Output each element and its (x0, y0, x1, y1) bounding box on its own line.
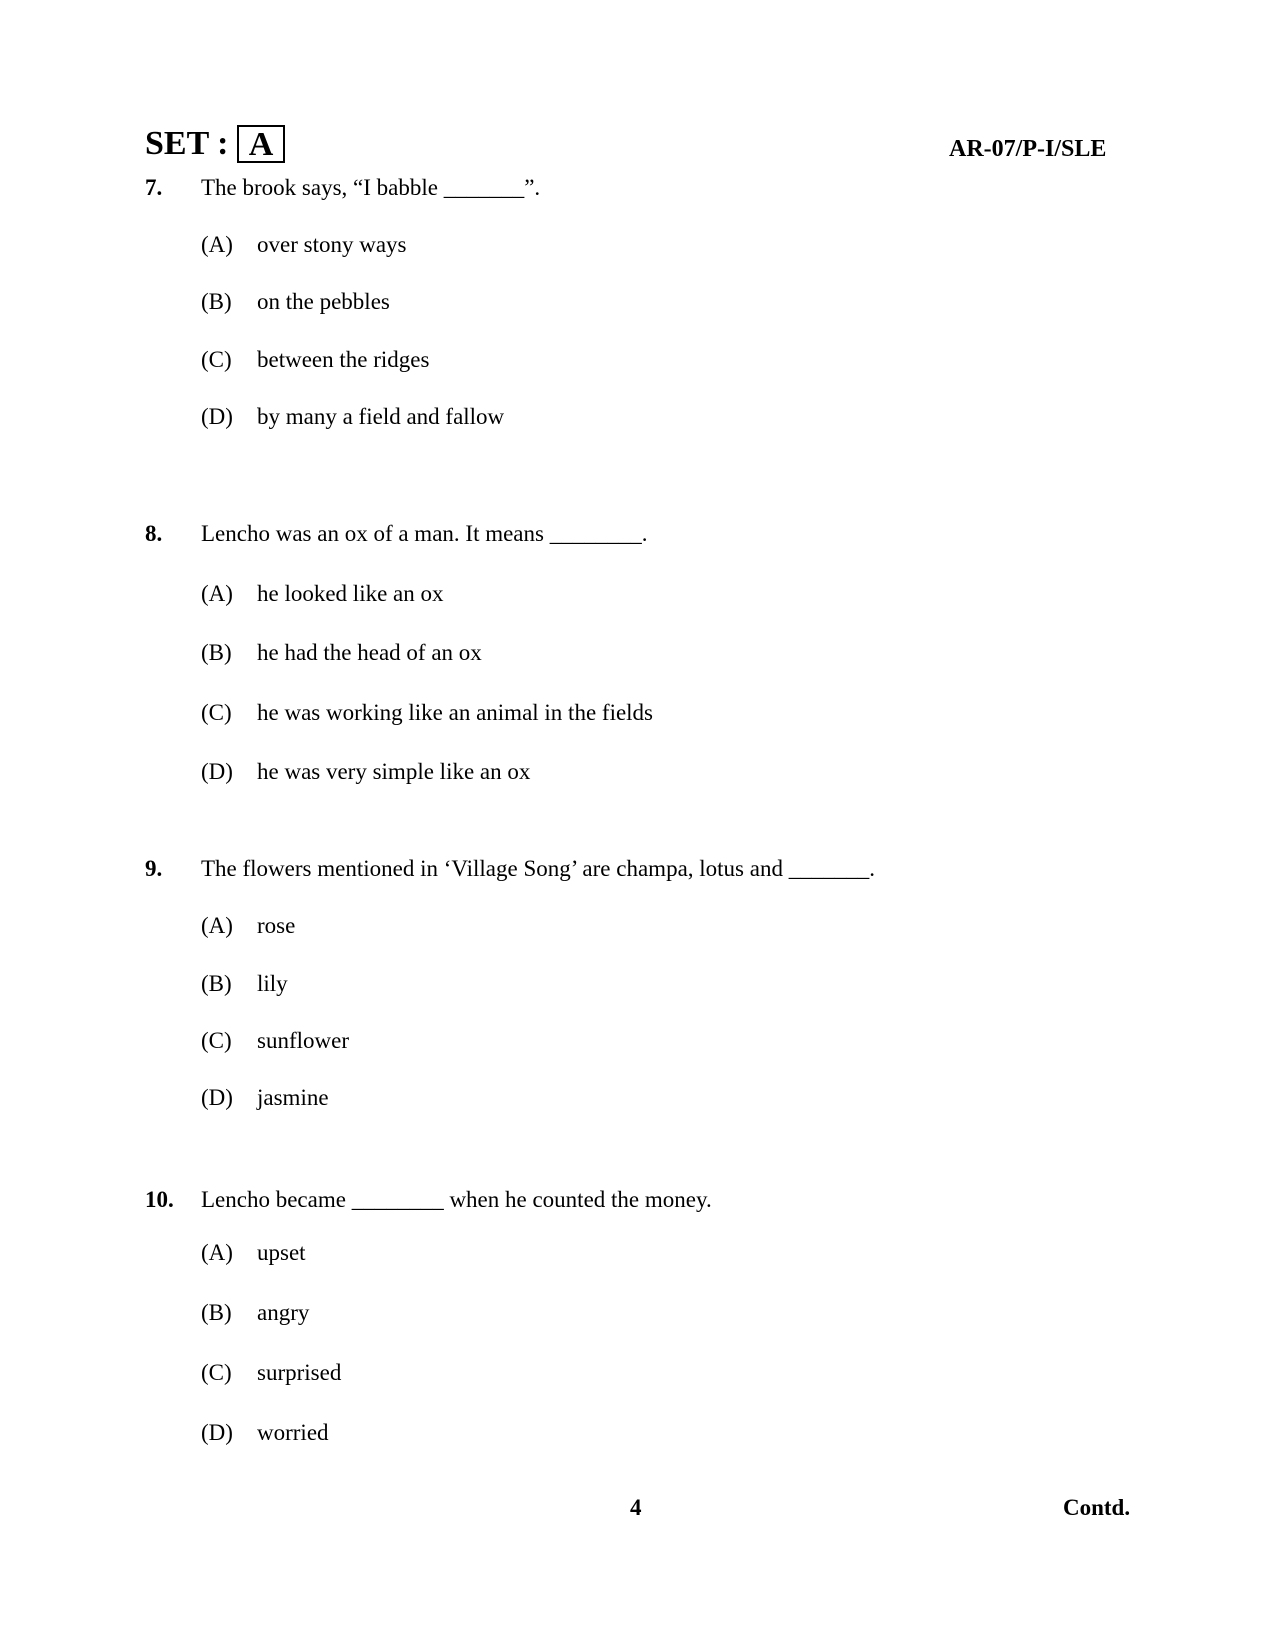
option-label: (B) (201, 289, 232, 314)
option-text: jasmine (257, 1085, 329, 1110)
option-text: lily (257, 971, 288, 996)
option-text: rose (257, 913, 296, 938)
option-text: he had the head of an ox (257, 640, 482, 665)
option-label: (C) (201, 1360, 232, 1385)
option-text: he was very simple like an ox (257, 759, 531, 784)
question-number: 7. (145, 175, 163, 200)
option-text: surprised (257, 1360, 342, 1385)
option-text: by many a field and fallow (257, 404, 505, 429)
option-text: he was working like an animal in the fields (257, 700, 654, 725)
question-text: Lencho became ________ when he counted the money. (201, 1187, 712, 1212)
question-text: The brook says, “I babble _______”. (201, 175, 541, 200)
option-label: (B) (201, 640, 232, 665)
option-text: between the ridges (257, 347, 430, 372)
set-value-box: A (237, 125, 285, 163)
option-label: (B) (201, 971, 232, 996)
option-label: (A) (201, 1240, 233, 1265)
option-label: (D) (201, 759, 233, 784)
option-text: over stony ways (257, 232, 407, 257)
option-label: (D) (201, 1085, 233, 1110)
option-label: (A) (201, 232, 233, 257)
question-number: 9. (145, 856, 163, 881)
paper-code: AR-07/P-I/SLE (949, 136, 1107, 162)
option-label: (D) (201, 404, 233, 429)
option-label: (A) (201, 913, 233, 938)
option-text: sunflower (257, 1028, 349, 1053)
option-text: he looked like an ox (257, 581, 444, 606)
option-text: worried (257, 1420, 329, 1445)
option-label: (B) (201, 1300, 232, 1325)
question-number: 8. (145, 521, 163, 546)
option-label: (C) (201, 1028, 232, 1053)
option-label: (D) (201, 1420, 233, 1445)
question-text: Lencho was an ox of a man. It means ________. (201, 521, 648, 546)
option-label: (C) (201, 347, 232, 372)
set-label: SET : (145, 125, 229, 162)
option-text: on the pebbles (257, 289, 390, 314)
continued-label: Contd. (1063, 1495, 1131, 1520)
option-text: upset (257, 1240, 306, 1265)
question-text: The flowers mentioned in ‘Village Song’ are champa, lotus and _______. (201, 856, 875, 881)
question-number: 10. (145, 1187, 174, 1212)
option-text: angry (257, 1300, 310, 1325)
page-number: 4 (630, 1495, 642, 1520)
option-label: (A) (201, 581, 233, 606)
option-label: (C) (201, 700, 232, 725)
